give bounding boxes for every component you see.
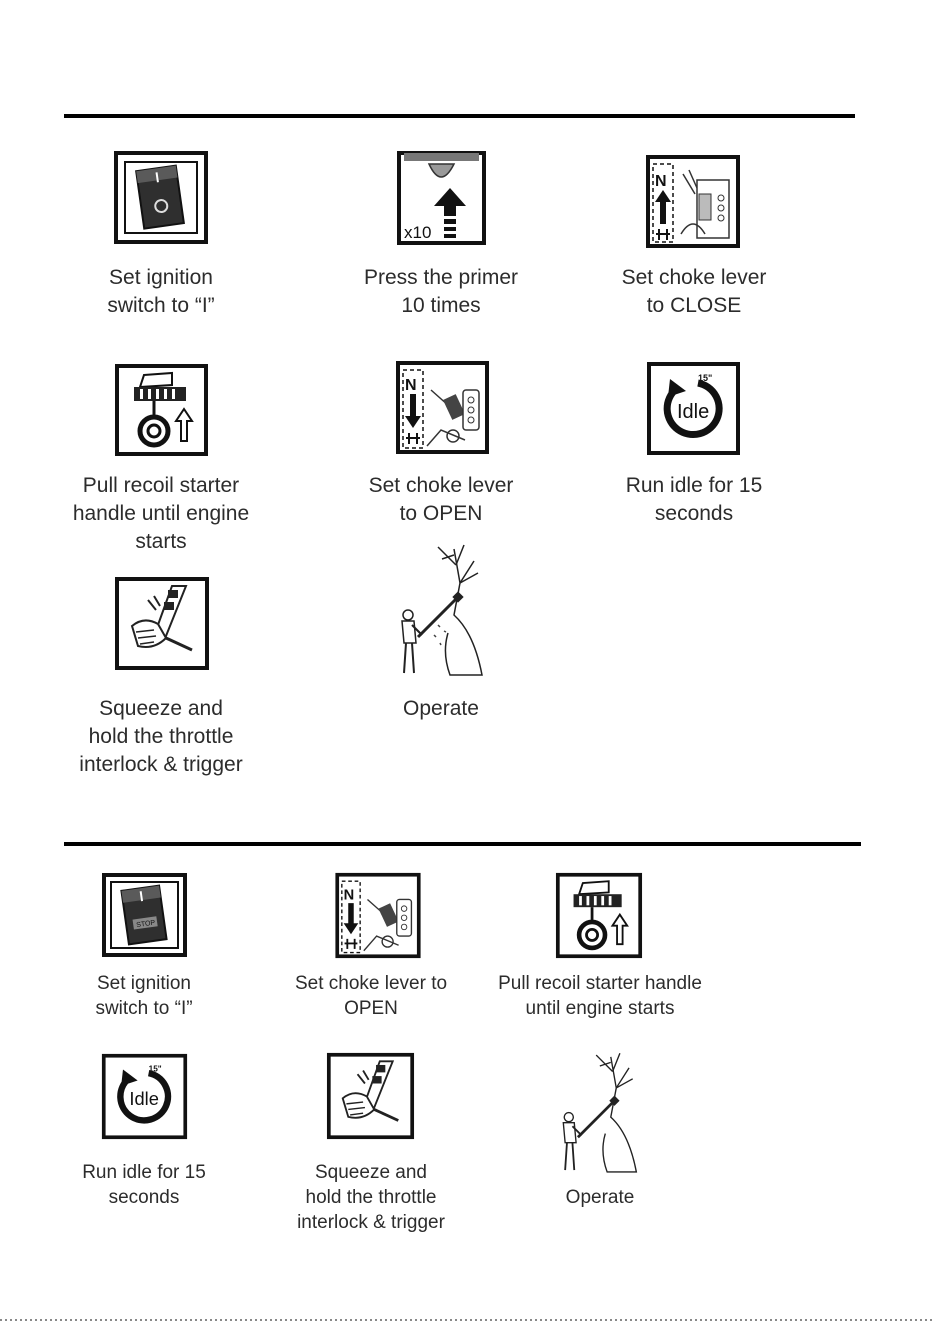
step-label: Set ignition switch to “I” [107,266,215,317]
throttle-trigger-icon [326,1052,415,1140]
ignition-switch-icon [101,872,188,958]
step-label: Pull recoil starter handle until engine starts [72,474,250,553]
step-label: Set choke lever to OPEN [294,973,448,1019]
page-bottom-border [0,1319,933,1321]
section-divider-top [64,114,855,118]
step-label: Operate [403,697,479,720]
ignition-switch-icon [113,150,209,245]
idle-timer-icon [646,361,741,456]
idle-seconds-text: 15" [698,373,713,383]
choke-close-icon [645,154,741,249]
section-divider-bottom [64,842,861,846]
idle-text: Idle [129,1088,159,1110]
recoil-starter-icon [114,363,209,457]
step-label: Squeeze and hold the throttle interlock & trigger [297,1162,445,1233]
svg-text:N: N [343,887,355,904]
operator-pruning-icon [556,1050,640,1177]
switch-stop-text: STOP [135,919,156,930]
choke-open-icon [395,360,490,455]
step-label: Set ignition switch to “I” [95,973,193,1019]
step-label: Set choke lever to CLOSE [621,266,767,317]
step-label: Run idle for 15 seconds [625,474,763,525]
step-label: Run idle for 15 seconds [82,1162,206,1208]
operator-pruning-icon [394,543,486,679]
step-label: Press the primer 10 times [363,266,519,317]
throttle-trigger-icon [114,576,210,671]
step-label: Squeeze and hold the throttle interlock & trigger [79,697,243,776]
step-label: Set choke lever to OPEN [368,474,514,525]
idle-seconds-text: 15" [148,1064,162,1074]
svg-text:N: N [655,173,667,190]
primer-bulb-icon [396,150,487,246]
idle-timer-icon [101,1053,188,1140]
primer-count-text: x10 [404,223,432,242]
step-label: Operate [565,1187,635,1208]
svg-text:N: N [405,377,417,394]
idle-text: Idle [677,401,710,423]
recoil-starter-icon [555,872,643,959]
step-label: Pull recoil starter handle until engine starts [498,973,702,1019]
choke-open-icon [334,872,422,959]
